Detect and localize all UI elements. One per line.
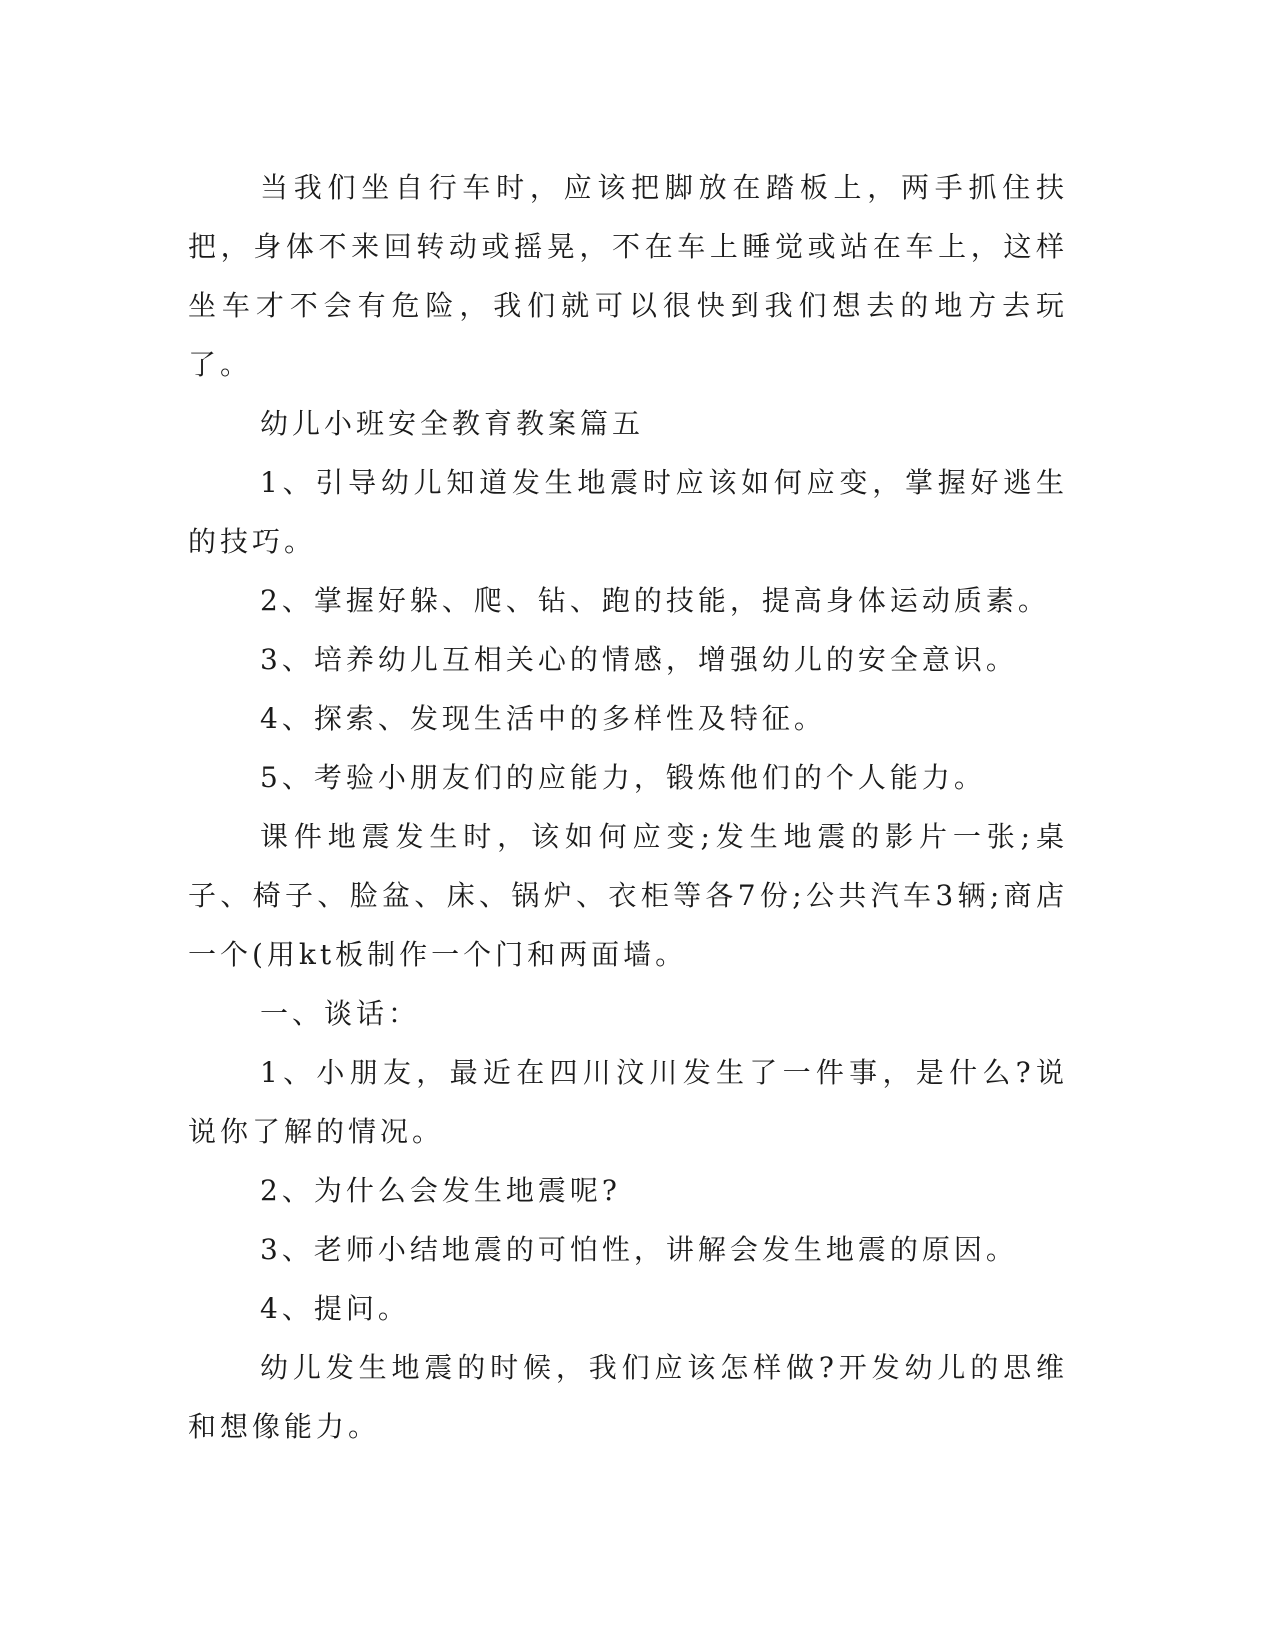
paragraph-bicycle-safety: 当我们坐自行车时，应该把脚放在踏板上，两手抓住扶把，身体不来回转动或摇晃，不在车上睡觉或站在车上，这样坐车才不会有危险，我们就可以很快到我们想去的地方去玩了。 <box>188 171 1068 381</box>
activity-item-4: 4、提问。 <box>260 1292 410 1325</box>
goal-item-1: 1、引导幼儿知道发生地震时应该如何应变，掌握好逃生的技巧。 <box>188 466 1068 558</box>
closing-paragraph: 幼儿发生地震的时候，我们应该怎样做?开发幼儿的思维和想像能力。 <box>188 1351 1068 1443</box>
goal-item-2: 2、掌握好躲、爬、钻、跑的技能，提高身体运动质素。 <box>260 584 1050 617</box>
activity-heading: 一、谈话： <box>260 997 421 1030</box>
goal-item-4: 4、探索、发现生活中的多样性及特征。 <box>260 702 826 735</box>
activity-item-1: 1、小朋友，最近在四川汶川发生了一件事，是什么?说说你了解的情况。 <box>188 1056 1068 1148</box>
section-heading: 幼儿小班安全教育教案篇五 <box>260 407 645 440</box>
activity-item-3: 3、老师小结地震的可怕性，讲解会发生地震的原因。 <box>260 1233 1018 1266</box>
materials-paragraph: 课件地震发生时，该如何应变;发生地震的影片一张;桌子、椅子、脸盆、床、锅炉、衣柜等各7份;公共汽车3辆;商店一个(用kt板制作一个门和两面墙。 <box>188 820 1068 971</box>
goal-item-5: 5、考验小朋友们的应能力，锻炼他们的个人能力。 <box>260 761 986 794</box>
goal-item-3: 3、培养幼儿互相关心的情感，增强幼儿的安全意识。 <box>260 643 1018 676</box>
activity-item-2: 2、为什么会发生地震呢? <box>260 1174 621 1207</box>
document-body <box>188 158 1068 1456</box>
